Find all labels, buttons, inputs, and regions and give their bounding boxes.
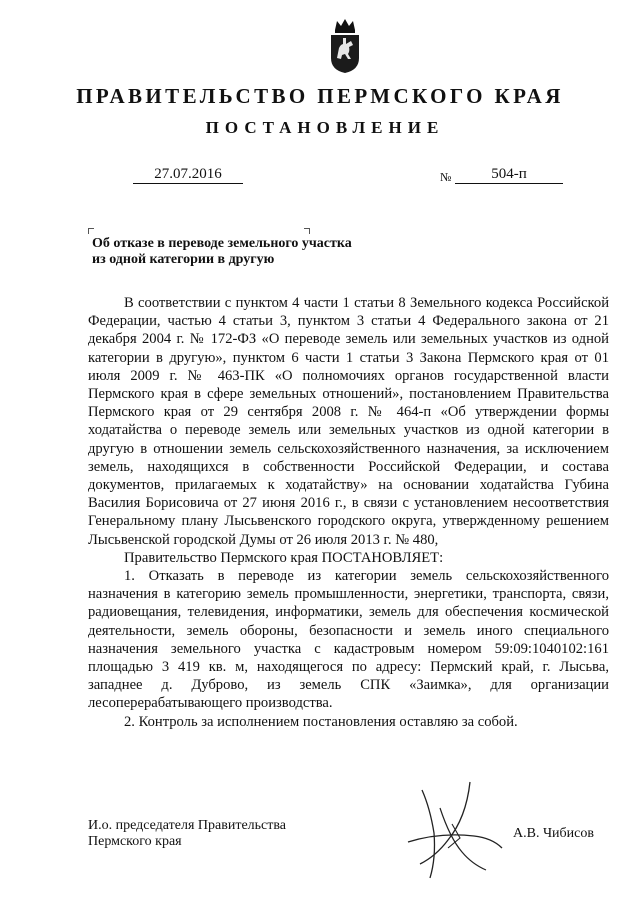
document-type: ПОСТАНОВЛЕНИЕ	[205, 118, 445, 137]
government-title: ПРАВИТЕЛЬСТВО ПЕРМСКОГО КРАЯ	[76, 84, 564, 108]
signer-position-line-2: Пермского края	[88, 833, 182, 849]
handwritten-signature	[400, 778, 510, 888]
signer-name: А.В. Чибисов	[513, 826, 594, 841]
document-body	[88, 294, 609, 731]
number-sign: №	[440, 170, 452, 184]
clause-2-paragraph: 2. Контроль за исполнением постановления оставляю за собой.	[124, 713, 518, 730]
signer-position	[88, 818, 286, 849]
document-subject	[92, 236, 412, 268]
subject-line-1: Об отказе в переводе земельного участка	[92, 236, 352, 251]
subject-corner-mark-left	[88, 228, 94, 234]
subject-corner-mark-right	[304, 228, 310, 234]
clause-1-paragraph: 1. Отказать в переводе из категории земель сельскохозяйственного назначения в категорию земель промышленности, энергетики, транспорта, связи, радиовещания, телевидения, информатики, земель для обеспечения космической деятельности, земель обороны, безопасности и земель иного специального назначения земельного участка с кадастровым номером 59:09:1040102:161 площадью 3 419 кв. м, находящегося по адресу: Пермский край, г. Лысьва, западнее д. Дуброво, из земель СПК «Заимка», для организации лесоперерабатывающего производства.	[88, 568, 609, 712]
perm-krai-coat-of-arms-icon	[327, 18, 363, 74]
document-date: 27.07.2016	[133, 166, 243, 184]
resolution-paragraph: Правительство Пермского края ПОСТАНОВЛЯЕТ:	[124, 549, 444, 566]
subject-line-2: из одной категории в другую	[92, 252, 275, 267]
preamble-paragraph: В соответствии с пунктом 4 части 1 статьи 8 Земельного кодекса Российской Федерации, частью 4 статьи 3, пунктом 3 статьи 4 Федерального закона от 21 декабря 2004 г. № 172-ФЗ «О переводе земель или земельных участков из одной категории в другую», пунктом 6 части 1 статьи 3 Закона Пермского края от 01 июля 2009 г. № 463-ПК «О полномочиях органов государственной власти Пермского края в сфере земельных отношений», постановлением Правительства Пермского края от 29 сентября 2008 г. № 464-п «Об утверждении формы ходатайства о переводе земель или земельных участков из одной категории в другую в отношении земель сельскохозяйственного назначения, за исключением земель, находящихся в собственности Российской Федерации, и состава документов, прилагаемых к ходатайству» на основании ходатайства Губина Василия Борисовича от 27 июня 2016 г., в связи с установлением несоответствия Генеральному плану Лысьвенского городского округа, утвержденному решением Лысьвенской городской Думы от 26 июля 2013 г. № 480,	[88, 295, 609, 548]
signer-position-line-1: И.о. председателя Правительства	[88, 818, 287, 833]
document-number: 504-п	[455, 166, 563, 184]
